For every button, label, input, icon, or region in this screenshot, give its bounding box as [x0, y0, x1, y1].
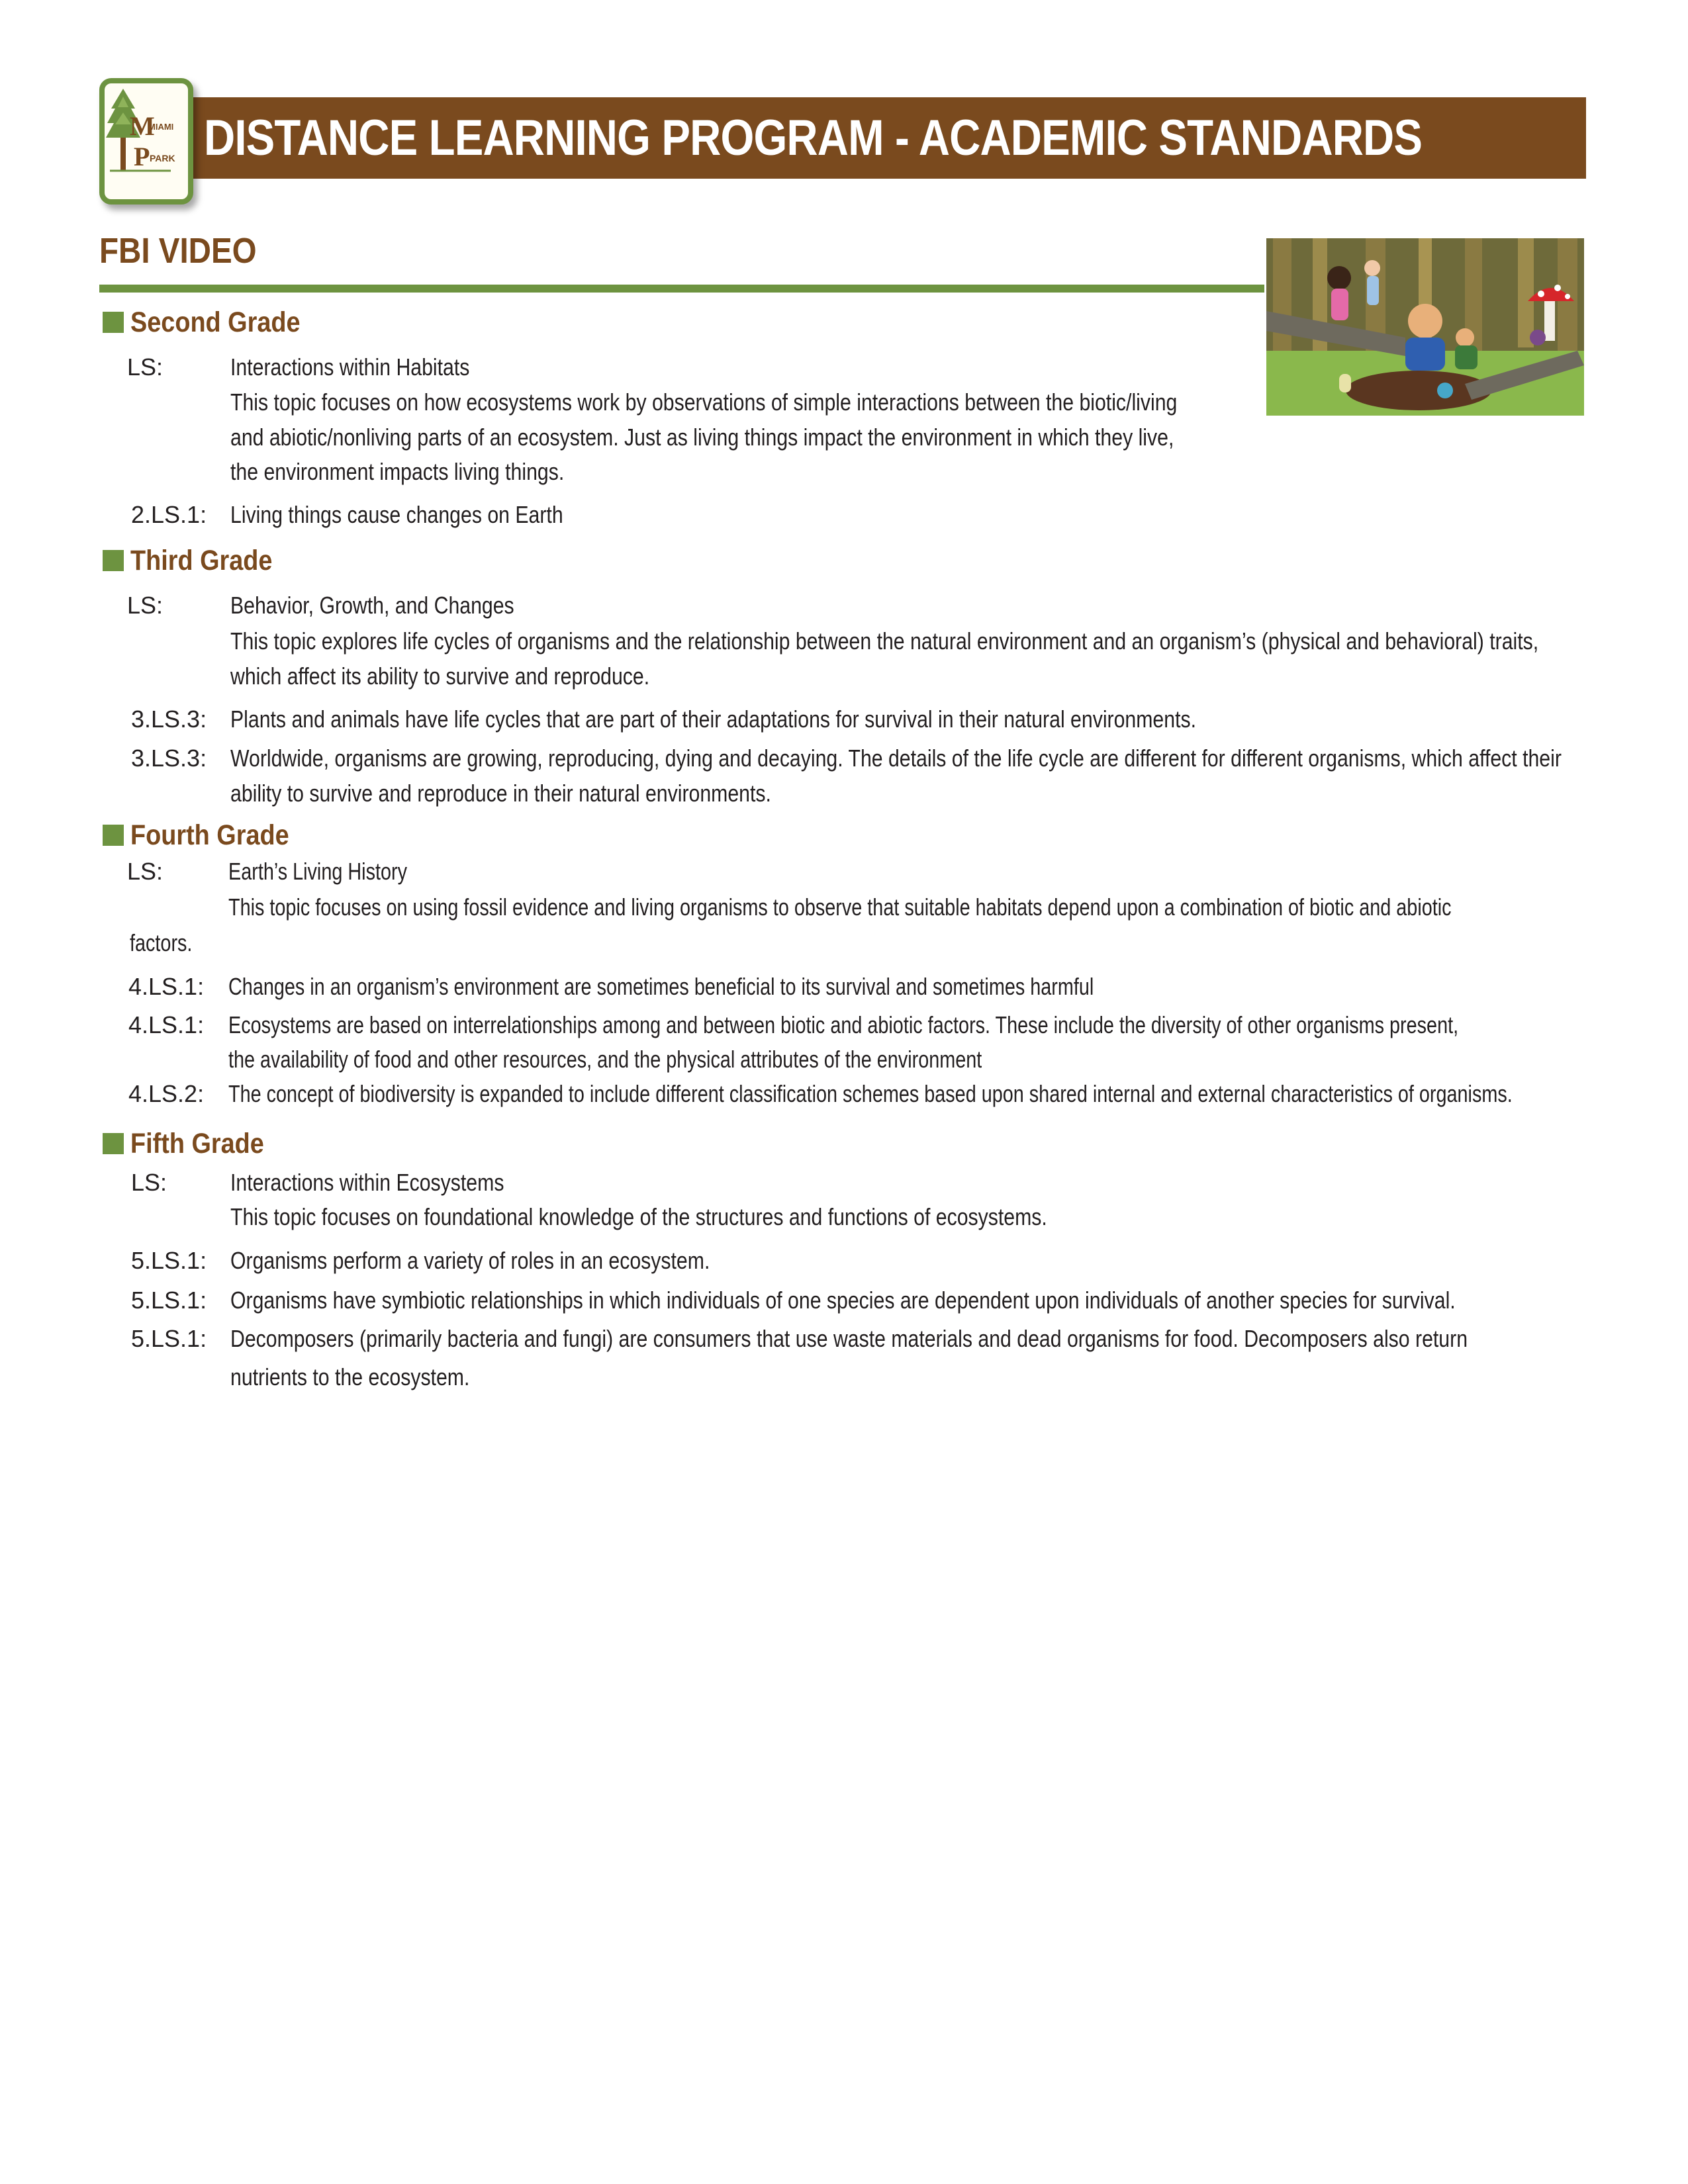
ls-description-line: which affect its ability to survive and reproduce. — [230, 662, 650, 690]
ls-code: LS: — [127, 353, 164, 381]
header-banner — [171, 97, 1586, 179]
standard-code: 2.LS.1: — [131, 501, 207, 528]
standard-text: Worldwide, organisms are growing, reproducing, dying and decaying. The details of the life cycle are different for different organisms, which affect their — [230, 745, 1562, 772]
standard-code: 5.LS.1: — [131, 1325, 207, 1352]
section-title: FBI VIDEO — [99, 231, 257, 271]
ls-title: Interactions within Ecosystems — [230, 1169, 504, 1196]
bullet-square-icon — [103, 550, 124, 571]
standard-text: Organisms have symbiotic relationships in which individuals of one species are dependent upon individuals of another species for survival. — [230, 1287, 1456, 1314]
standard-code: 4.LS.1: — [128, 973, 205, 1000]
standard-text: ability to survive and reproduce in their natural environments. — [230, 780, 771, 807]
standard-code: 5.LS.1: — [131, 1247, 207, 1274]
standard-text: Decomposers (primarily bacteria and fungi) are consumers that use waste materials and dead organisms for food. Decomposers also return — [230, 1325, 1468, 1352]
ls-description-line: This topic focuses on how ecosystems work by observations of simple interactions between the biotic/living — [230, 388, 1178, 416]
standard-text: Organisms perform a variety of roles in an ecosystem. — [230, 1247, 710, 1274]
standard-text: the availability of food and other resources, and the physical attributes of the environment — [228, 1046, 982, 1073]
svg-text:MIAMI: MIAMI — [148, 122, 174, 132]
standard-text: Plants and animals have life cycles that are part of their adaptations for survival in their natural environments. — [230, 705, 1197, 733]
page-title: DISTANCE LEARNING PROGRAM - ACADEMIC STANDARDS — [204, 110, 1423, 166]
section-divider — [99, 285, 1264, 293]
bullet-square-icon — [103, 1133, 124, 1154]
standard-text: Ecosystems are based on interrelationships among and between biotic and abiotic factors. These include the diversity of other organisms present, — [228, 1011, 1459, 1038]
grade-heading-second: Second Grade — [103, 306, 324, 339]
ls-code: LS: — [127, 592, 164, 619]
forest-illustration — [1266, 238, 1584, 416]
ls-description-line: and abiotic/nonliving parts of an ecosystem. Just as living things impact the environment in which they live, — [230, 424, 1174, 451]
standard-text: Living things cause changes on Earth — [230, 501, 563, 528]
standard-text: nutrients to the ecosystem. — [230, 1363, 470, 1390]
grade-heading-third: Third Grade — [103, 545, 292, 577]
bullet-square-icon — [103, 825, 124, 846]
ls-description-line: the environment impacts living things. — [230, 458, 565, 485]
standard-code: 3.LS.3: — [131, 705, 207, 733]
standard-code: 5.LS.1: — [131, 1287, 207, 1314]
standard-code: 3.LS.3: — [131, 745, 207, 772]
svg-text:M: M — [130, 111, 155, 141]
svg-text:PARK: PARK — [150, 153, 175, 163]
standard-text: The concept of biodiversity is expanded to include different classification schemes based upon shared internal and external characteristics of organisms. — [228, 1080, 1513, 1107]
bullet-square-icon — [103, 312, 124, 333]
standard-code: 4.LS.1: — [128, 1011, 205, 1038]
miami-park-logo — [99, 78, 193, 205]
ls-title: Behavior, Growth, and Changes — [230, 592, 514, 619]
ls-description-line: This topic focuses on using fossil evidence and living organisms to observe that suitable habitats depend upon a combination of biotic and abiotic — [228, 893, 1452, 921]
tree-icon — [105, 83, 177, 189]
standard-code: 4.LS.2: — [128, 1080, 205, 1107]
ls-description-line: This topic focuses on foundational knowledge of the structures and functions of ecosystems. — [230, 1203, 1047, 1230]
svg-text:P: P — [134, 142, 150, 171]
ls-description-line: factors. — [130, 929, 193, 956]
standard-text: Changes in an organism’s environment are sometimes beneficial to its survival and sometimes harmful — [228, 973, 1094, 1000]
ls-code: LS: — [131, 1169, 167, 1196]
ls-description-line: This topic explores life cycles of organisms and the relationship between the natural environment and an organism’s (physical and behavioral) traits, — [230, 627, 1539, 655]
ls-title: Earth’s Living History — [228, 858, 407, 885]
grade-heading-fourth: Fourth Grade — [103, 819, 310, 852]
ls-code: LS: — [127, 858, 164, 885]
ls-title: Interactions within Habitats — [230, 353, 470, 381]
grade-heading-fifth: Fifth Grade — [103, 1128, 282, 1160]
